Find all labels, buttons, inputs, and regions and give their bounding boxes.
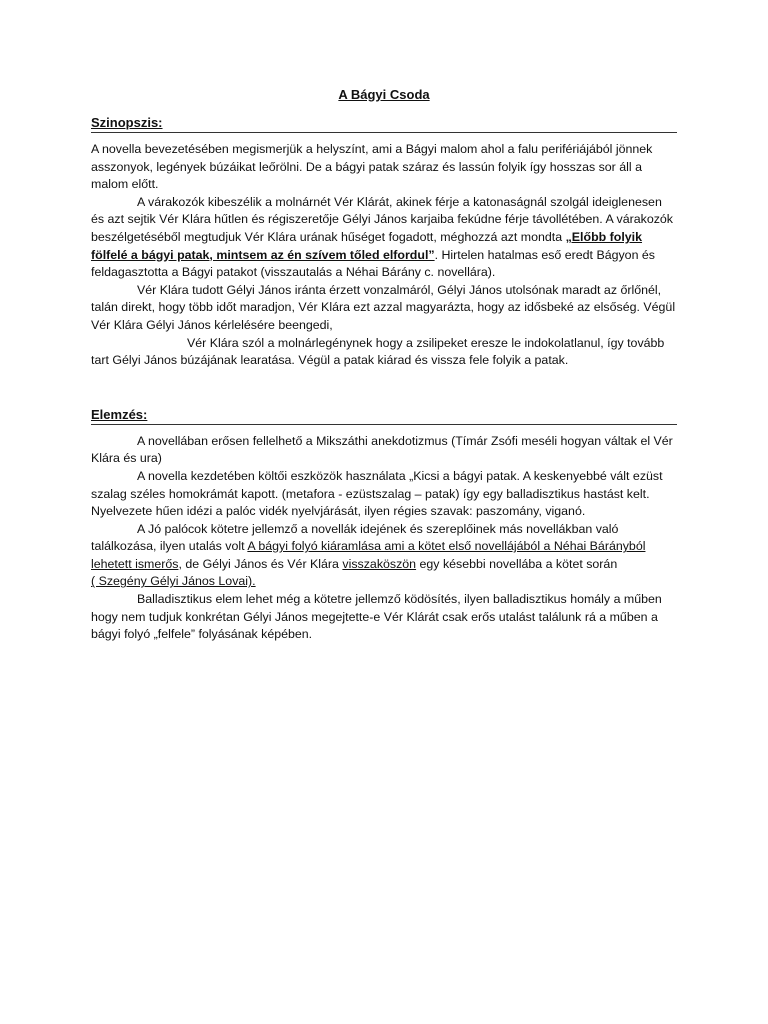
analysis-underlined-word: visszaköszön (342, 556, 417, 571)
analysis-p3-middle-2: egy késebbi novellába a kötet során (416, 556, 618, 571)
synopsis-quote: „Előbb folyik fölfelé a bágyi patak, mintsem az én szívem tőled elfordul” (91, 229, 643, 262)
synopsis-heading-text: Szinopszis: (91, 115, 163, 130)
synopsis-paragraph-2 (91, 194, 677, 282)
analysis-paragraph-3 (91, 521, 677, 591)
document-page (91, 86, 677, 644)
synopsis-p2-after: . Hirtelen hatalmas eső eredt Bágyon és feldagasztotta a Bágyi patakot (visszautalás a Néhai Bárány c. novellára). (91, 247, 655, 280)
document-title: A Bágyi Csoda (338, 87, 430, 102)
analysis-underlined-reference: A bágyi folyó kiáramlása ami a kötet első novellájából a Néhai Bárányból lehetett ismerős (91, 539, 646, 571)
analysis-heading (91, 406, 677, 425)
analysis-paragraph-1: A novellában erősen fellelhető a Mikszáthi anekdotizmus (Tímár Zsófi meséli hogyan váltak el Vér Klára és ura) (91, 433, 673, 466)
synopsis-paragraph-3: Vér Klára tudott Gélyi János iránta érzett vonzalmáról, Gélyi János utolsónak maradt az őrlőnél, talán direkt, hogy több időt maradjon, Vér Klára ezt azzal magyarázta, hogy az idősbeké az elsőség. Végül Vér Klára Gélyi János kérlelésére beengedi, (91, 282, 676, 332)
analysis-paragraph-2: A novella kezdetében költői eszközök használata „Kicsi a bágyi patak. A keskenyebbé vált ezüst szalag széles homokrámát kapott. (metafora - ezüstszalag – patak) így egy balladisztikus hastást kelt. Nyelvezete hűen idézi a palóc vidék nyelvjárását, ilyen régies szavak: paszomány, viganó. (91, 468, 663, 519)
analysis-heading-text: Elemzés: (91, 406, 148, 422)
synopsis-heading (91, 114, 677, 133)
analysis-underlined-title: ( Szegény Gélyi János Lovai). (91, 574, 256, 589)
section-spacer (91, 370, 677, 406)
synopsis-paragraph-4: Vér Klára szól a molnárlegénynek hogy a zsilipeket eresze le indokolatlanul, így tovább tart Gélyi János búzájának learatása. Végül a patak kiárad és vissza fele folyik a patak. (91, 335, 665, 368)
synopsis-p2-text: A várakozók kibeszélik a molnárnét Vér Klárát, akinek férje a katonaságnál szolgál ideiglenesen és azt sejtik Vér Klára hűtlen és régiszeretője Gélyi János karjaiba fekúdne férje távollétében. A várakozók beszélgetéséből megtudjuk Vér Klára urának hűséget fogadott, méghozzá azt mondta (91, 194, 673, 244)
analysis-paragraph-4: Balladisztikus elem lehet még a kötetre jellemző ködösítés, ilyen balladisztikus homály a műben hogy nem tudjuk konkrétan Gélyi János megejtette-e Vér Klárát csak erős utalást találunk rá a műben a bágyi folyó „felfele” folyásának képében. (91, 592, 662, 642)
synopsis-paragraph-1: A novella bevezetésében megismerjük a helyszínt, ami a Bágyi malom ahol a falu perifériájából jönnek asszonyok, legények búzáikat leőrölni. De a bágyi patak száraz és lassún folyik így hosszas sor áll a malom előtt. (91, 142, 653, 192)
analysis-p3-text: A Jó palócok kötetre jellemző a novellák idejének és szereplőinek más novellákban való találkozása, ilyen utalás volt (91, 521, 619, 554)
analysis-p3-middle: , de Gélyi János és Vér Klára (178, 556, 343, 571)
